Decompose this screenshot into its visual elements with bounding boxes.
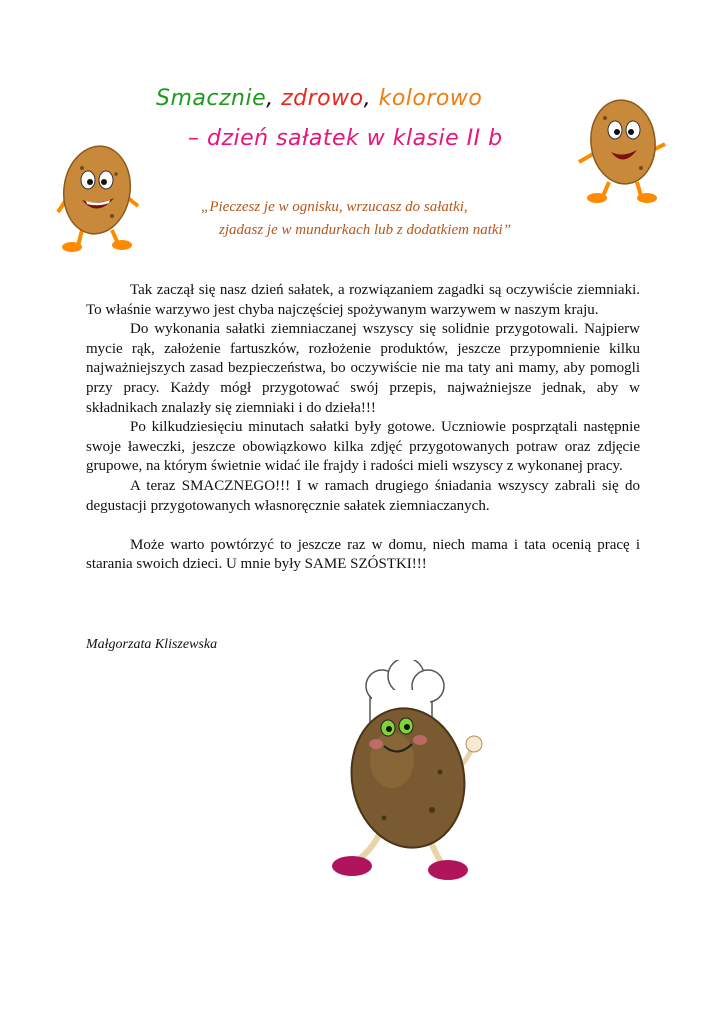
title-separator: , bbox=[363, 86, 379, 111]
title-word-kolorowo: kolorowo bbox=[378, 86, 483, 111]
author-signature: Małgorzata Kliszewska bbox=[86, 637, 218, 652]
article-paragraph: Może warto powtórzyć to jeszcze raz w domu, niech mama i tata ocenią pracę i starania swoich dzieci. U mnie były SAME SZÓSTKI!!! bbox=[86, 536, 640, 573]
title-line-1 bbox=[156, 86, 482, 111]
quote-line-1: „Pieczesz je w ognisku, wrzucasz do sałatki, bbox=[201, 199, 468, 215]
article-paragraph: Do wykonania sałatki ziemniaczanej wszyscy się solidnie przygotowali. Najpierw mycie rąk, założenie fartuszków, rozłożenie produktów, jeszcze przypomnienie kilku najważniejszych zasad bezpieczeństwa, bo oczywiście nie ma taty ani mamy, aby pomogli przy pracy. Każdy mógł przygotować swój przepis, najważniejsze jednak, aby w składnikach znalazły się ziemniaki i do dzieła!!! bbox=[86, 321, 640, 416]
article-paragraph: A teraz SMACZNEGO!!! I w ramach drugiego śniadania wszyscy zabrali się do degustacji przygotowanych własnoręcznie sałatek ziemniaczanych. bbox=[86, 477, 640, 514]
cartoon-potato-waving-image bbox=[575, 94, 669, 204]
cartoon-potato-smiling-image bbox=[52, 138, 142, 254]
cartoon-potato-chef-image bbox=[322, 660, 494, 886]
title-word-zdrowo: zdrowo bbox=[281, 86, 364, 111]
title-line-2: – dzień sałatek w klasie II b bbox=[188, 126, 503, 151]
article-paragraph: Po kilkudziesięciu minutach sałatki były gotowe. Uczniowie posprzątali następnie swoje ławeczki, jeszcze obowiązkowo kilka zdjęć przygotowanych potraw oraz zdjęcie grupowe, na którym świetnie widać ile frajdy i radości mieli wszyscy z wykonanej pracy. bbox=[86, 419, 640, 475]
title-separator: , bbox=[266, 86, 282, 111]
quote-line-2: zjadasz je w mundurkach lub z dodatkiem natki” bbox=[219, 222, 512, 238]
title-word-smacznie: Smacznie bbox=[156, 86, 267, 111]
article-paragraph: Tak zaczął się nasz dzień sałatek, a rozwiązaniem zagadki są oczywiście ziemniaki. To właśnie warzywo jest chyba najczęściej spożywanym warzywem w naszym kraju. bbox=[86, 282, 640, 318]
article-body bbox=[86, 281, 640, 575]
